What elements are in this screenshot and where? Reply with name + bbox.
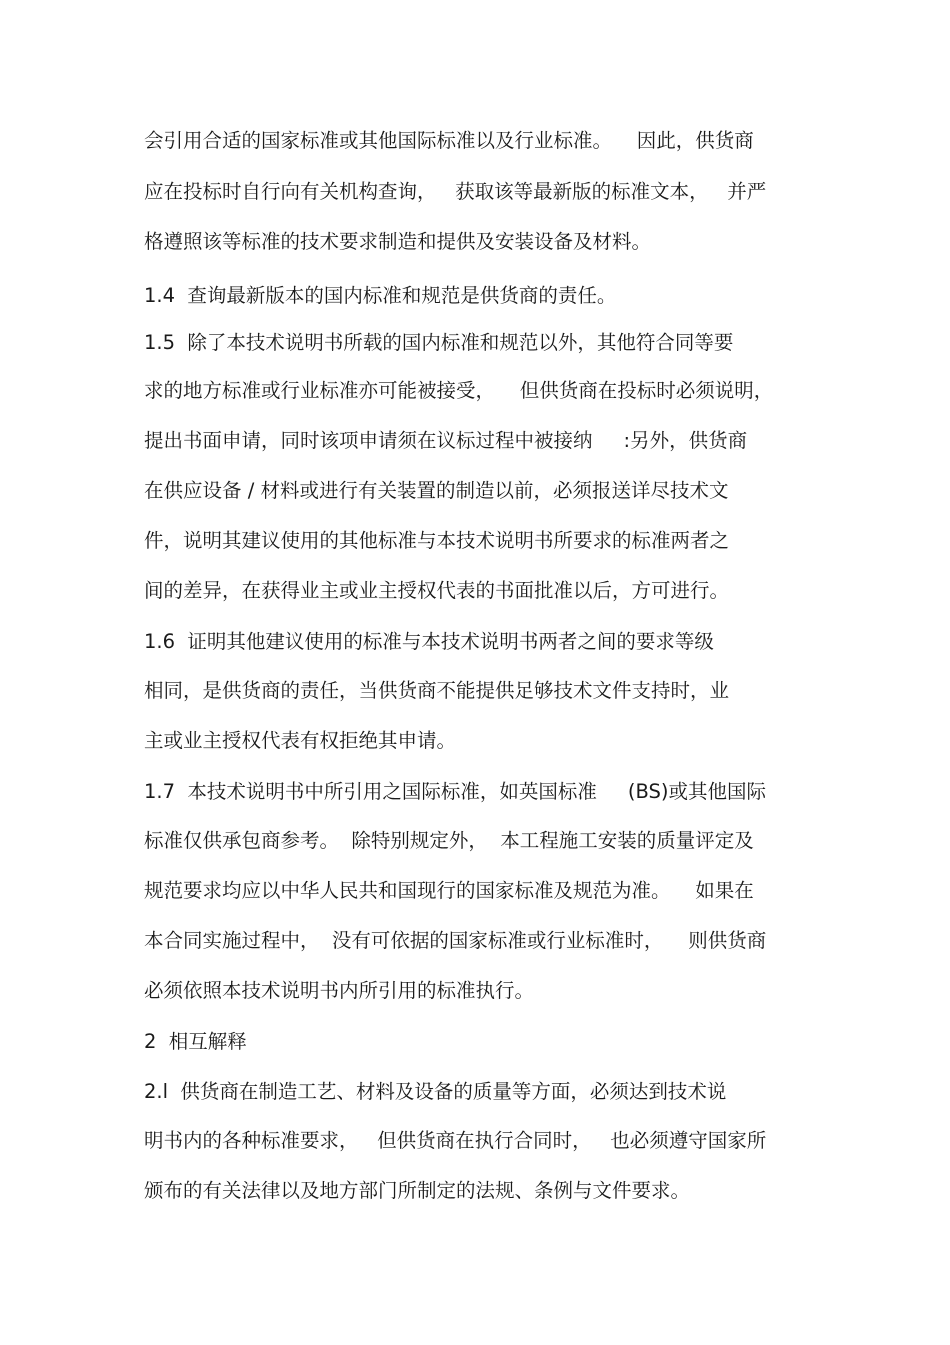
text-line: 1.7 本技术说明书中所引用之国际标准，如英国标准 (BS)或其他国际 [144, 780, 767, 803]
text-line: 相同，是供货商的责任，当供货商不能提供足够技术文件支持时，业 [144, 679, 730, 702]
text-line: 应在投标时自行向有关机构查询， 获取该等最新版的标准文本， 并严 [144, 180, 767, 203]
text-line: 格遵照该等标准的技术要求制造和提供及安装设备及材料。 [144, 230, 652, 253]
text-line: 必须依照本技术说明书内所引用的标准执行。 [144, 979, 535, 1002]
text-line: 求的地方标准或行业标准亦可能被接受， 但供货商在投标时必须说明， [144, 379, 774, 402]
text-line: 1.4 查询最新版本的国内标准和规范是供货商的责任。 [144, 284, 617, 307]
text-line: 颁布的有关法律以及地方部门所制定的法规、条例与文件要求。 [144, 1179, 691, 1202]
text-line: 本合同实施过程中， 没有可依据的国家标准或行业标准时， 则供货商 [144, 929, 767, 952]
text-line: 在供应设备 / 材料或进行有关装置的制造以前，必须报送详尽技术文 [144, 479, 729, 502]
text-line: 1.5 除了本技术说明书所载的国内标准和规范以外，其他符合同等要 [144, 331, 734, 354]
text-line: 主或业主授权代表有权拒绝其申请。 [144, 729, 457, 752]
section-heading: 2 相互解释 [144, 1030, 247, 1053]
text-line: 件，说明其建议使用的其他标准与本技术说明书所要求的标准两者之 [144, 529, 730, 552]
text-line: 1.6 证明其他建议使用的标准与本技术说明书两者之间的要求等级 [144, 630, 714, 653]
text-line: 提出书面申请，同时该项申请须在议标过程中被接纳 :另外，供货商 [144, 429, 748, 452]
text-line: 会引用合适的国家标准或其他国际标准以及行业标准。 因此，供货商 [144, 129, 754, 152]
text-line: 明书内的各种标准要求， 但供货商在执行合同时， 也必须遵守国家所 [144, 1129, 767, 1152]
text-line: 间的差异，在获得业主或业主授权代表的书面批准以后，方可进行。 [144, 579, 730, 602]
text-line: 规范要求均应以中华人民共和国现行的国家标准及规范为准。 如果在 [144, 879, 754, 902]
text-line: 标准仅供承包商参考。 除特别规定外， 本工程施工安装的质量评定及 [144, 829, 754, 852]
text-line: 2.l 供货商在制造工艺、材料及设备的质量等方面，必须达到技术说 [144, 1080, 727, 1103]
